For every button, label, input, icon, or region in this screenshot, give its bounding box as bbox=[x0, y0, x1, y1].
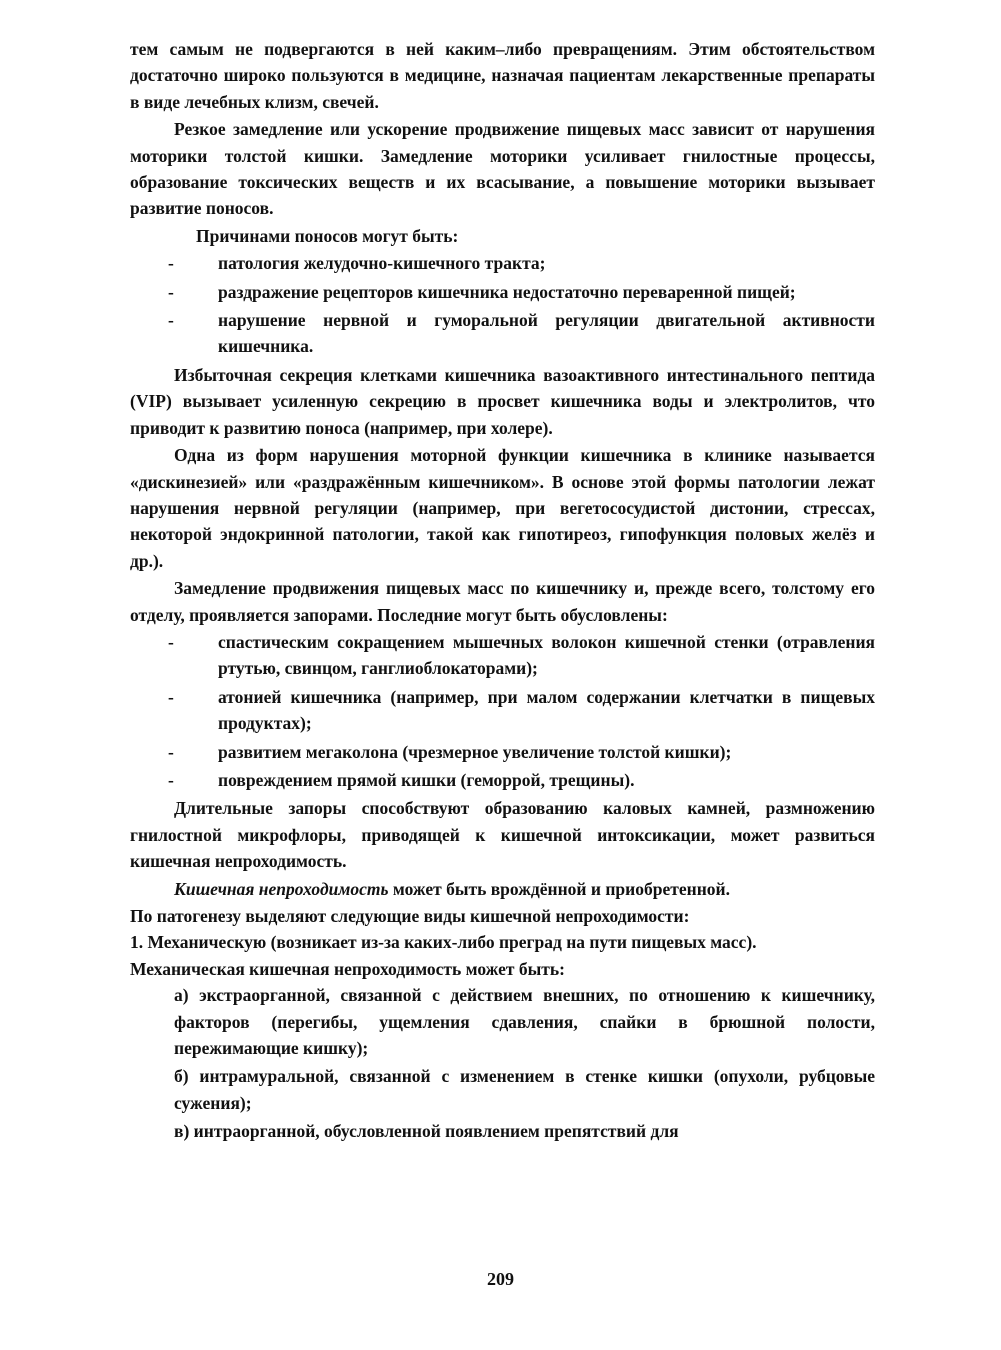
bullet-dash: - bbox=[168, 741, 174, 762]
bullet-dash: - bbox=[168, 253, 174, 274]
list-item bbox=[130, 279, 875, 305]
bullet-dash: - bbox=[168, 281, 174, 302]
term-intestinal-obstruction: Кишечная непроходимость bbox=[174, 878, 389, 899]
paragraph-3: Причинами поносов могут быть: bbox=[196, 225, 459, 246]
mechanical-types-list bbox=[130, 982, 875, 1144]
paragraph-8-rest: может быть врождённой и приобретенной. bbox=[388, 878, 730, 899]
paragraph-2: Резкое замедление или ускорение продвижение пищевых масс зависит от нарушения моторики толстой кишки. Замедление моторики усиливает гнилостные процессы, образование токсических веществ и их всасывание, а повышение моторики вызывает развитие поносов. bbox=[130, 119, 875, 219]
list-item bbox=[130, 307, 875, 360]
list-item bbox=[130, 684, 875, 737]
bullet-dash: - bbox=[168, 310, 174, 331]
paragraph-10: 1. Механическую (возникает из-за каких-либо преград на пути пищевых масс). bbox=[130, 932, 757, 953]
list-item: б) интрамуральной, связанной с изменением в стенке кишки (опухоли, рубцовые сужения); bbox=[174, 1066, 875, 1113]
list-item bbox=[130, 767, 875, 793]
list-item-text: атонией кишечника (например, при малом содержании клетчатки в пищевых продуктах); bbox=[218, 686, 875, 734]
list-item: в) интраорганной, обусловленной появлением препятствий для bbox=[174, 1121, 679, 1142]
list-item: а) экстраорганной, связанной с действием внешних, по отношению к кишечнику, факторов (перегибы, ущемления сдавления, спайки в брюшной полости, пережимающие кишку); bbox=[174, 985, 875, 1059]
bullet-dash: - bbox=[168, 686, 174, 707]
paragraph-11: Механическая кишечная непроходимость может быть: bbox=[130, 958, 565, 979]
list-item-text: нарушение нервной и гуморальной регуляции двигательной активности кишечника. bbox=[218, 310, 875, 357]
paragraph-7: Длительные запоры способствуют образованию каловых камней, размножению гнилостной микрофлоры, приводящей к кишечной интоксикации, может развиться кишечная непроходимость. bbox=[130, 798, 875, 872]
diarrhea-causes-list bbox=[130, 250, 875, 360]
list-item-text: патология желудочно-кишечного тракта; bbox=[218, 253, 546, 274]
list-item bbox=[130, 739, 875, 765]
list-item-text: раздражение рецепторов кишечника недостаточно переваренной пищей; bbox=[218, 281, 796, 302]
constipation-causes-list bbox=[130, 629, 875, 793]
paragraph-5: Одна из форм нарушения моторной функции кишечника в клинике называется «дискинезией» или «раздражённым кишечником». В основе этой формы патологии лежат нарушения нервной регуляции (например, при вегетососудистой дистонии, стрессах, некоторой эндокринной патологии, такой как гипотиреоз, гипофункция половых желёз и др.). bbox=[130, 445, 875, 571]
paragraph-4: Избыточная секреция клетками кишечника вазоактивного интестинального пептида (VIP) вызывает усиленную секрецию в просвет кишечника воды и электролитов, что приводит к развитию поноса (например, при холере). bbox=[130, 364, 875, 438]
page-body bbox=[130, 36, 875, 1147]
paragraph-6: Замедление продвижения пищевых масс по кишечнику и, прежде всего, толстому его отделу, проявляется запорами. Последние могут быть обусловлены: bbox=[130, 578, 875, 625]
list-item-text: спастическим сокращением мышечных волокон кишечной стенки (отравления ртутью, свинцом, ганглиоблокаторами); bbox=[218, 631, 875, 679]
bullet-dash: - bbox=[168, 631, 174, 652]
list-item bbox=[130, 250, 875, 276]
bullet-dash: - bbox=[168, 769, 174, 790]
paragraph-1: тем самым не подвергаются в ней каким–либо превращениям. Этим обстоятельством достаточно широко пользуются в медицине, назначая пациентам лекарственные препараты в виде лечебных клизм, свечей. bbox=[130, 39, 875, 112]
paragraph-9: По патогенезу выделяют следующие виды кишечной непроходимости: bbox=[130, 906, 690, 926]
paragraph-8 bbox=[130, 876, 875, 902]
list-item-text: повреждением прямой кишки (геморрой, трещины). bbox=[218, 769, 635, 790]
page-number: 209 bbox=[487, 1269, 514, 1289]
list-item-text: развитием мегаколона (чрезмерное увеличение толстой кишки); bbox=[218, 741, 732, 762]
list-item bbox=[130, 629, 875, 682]
